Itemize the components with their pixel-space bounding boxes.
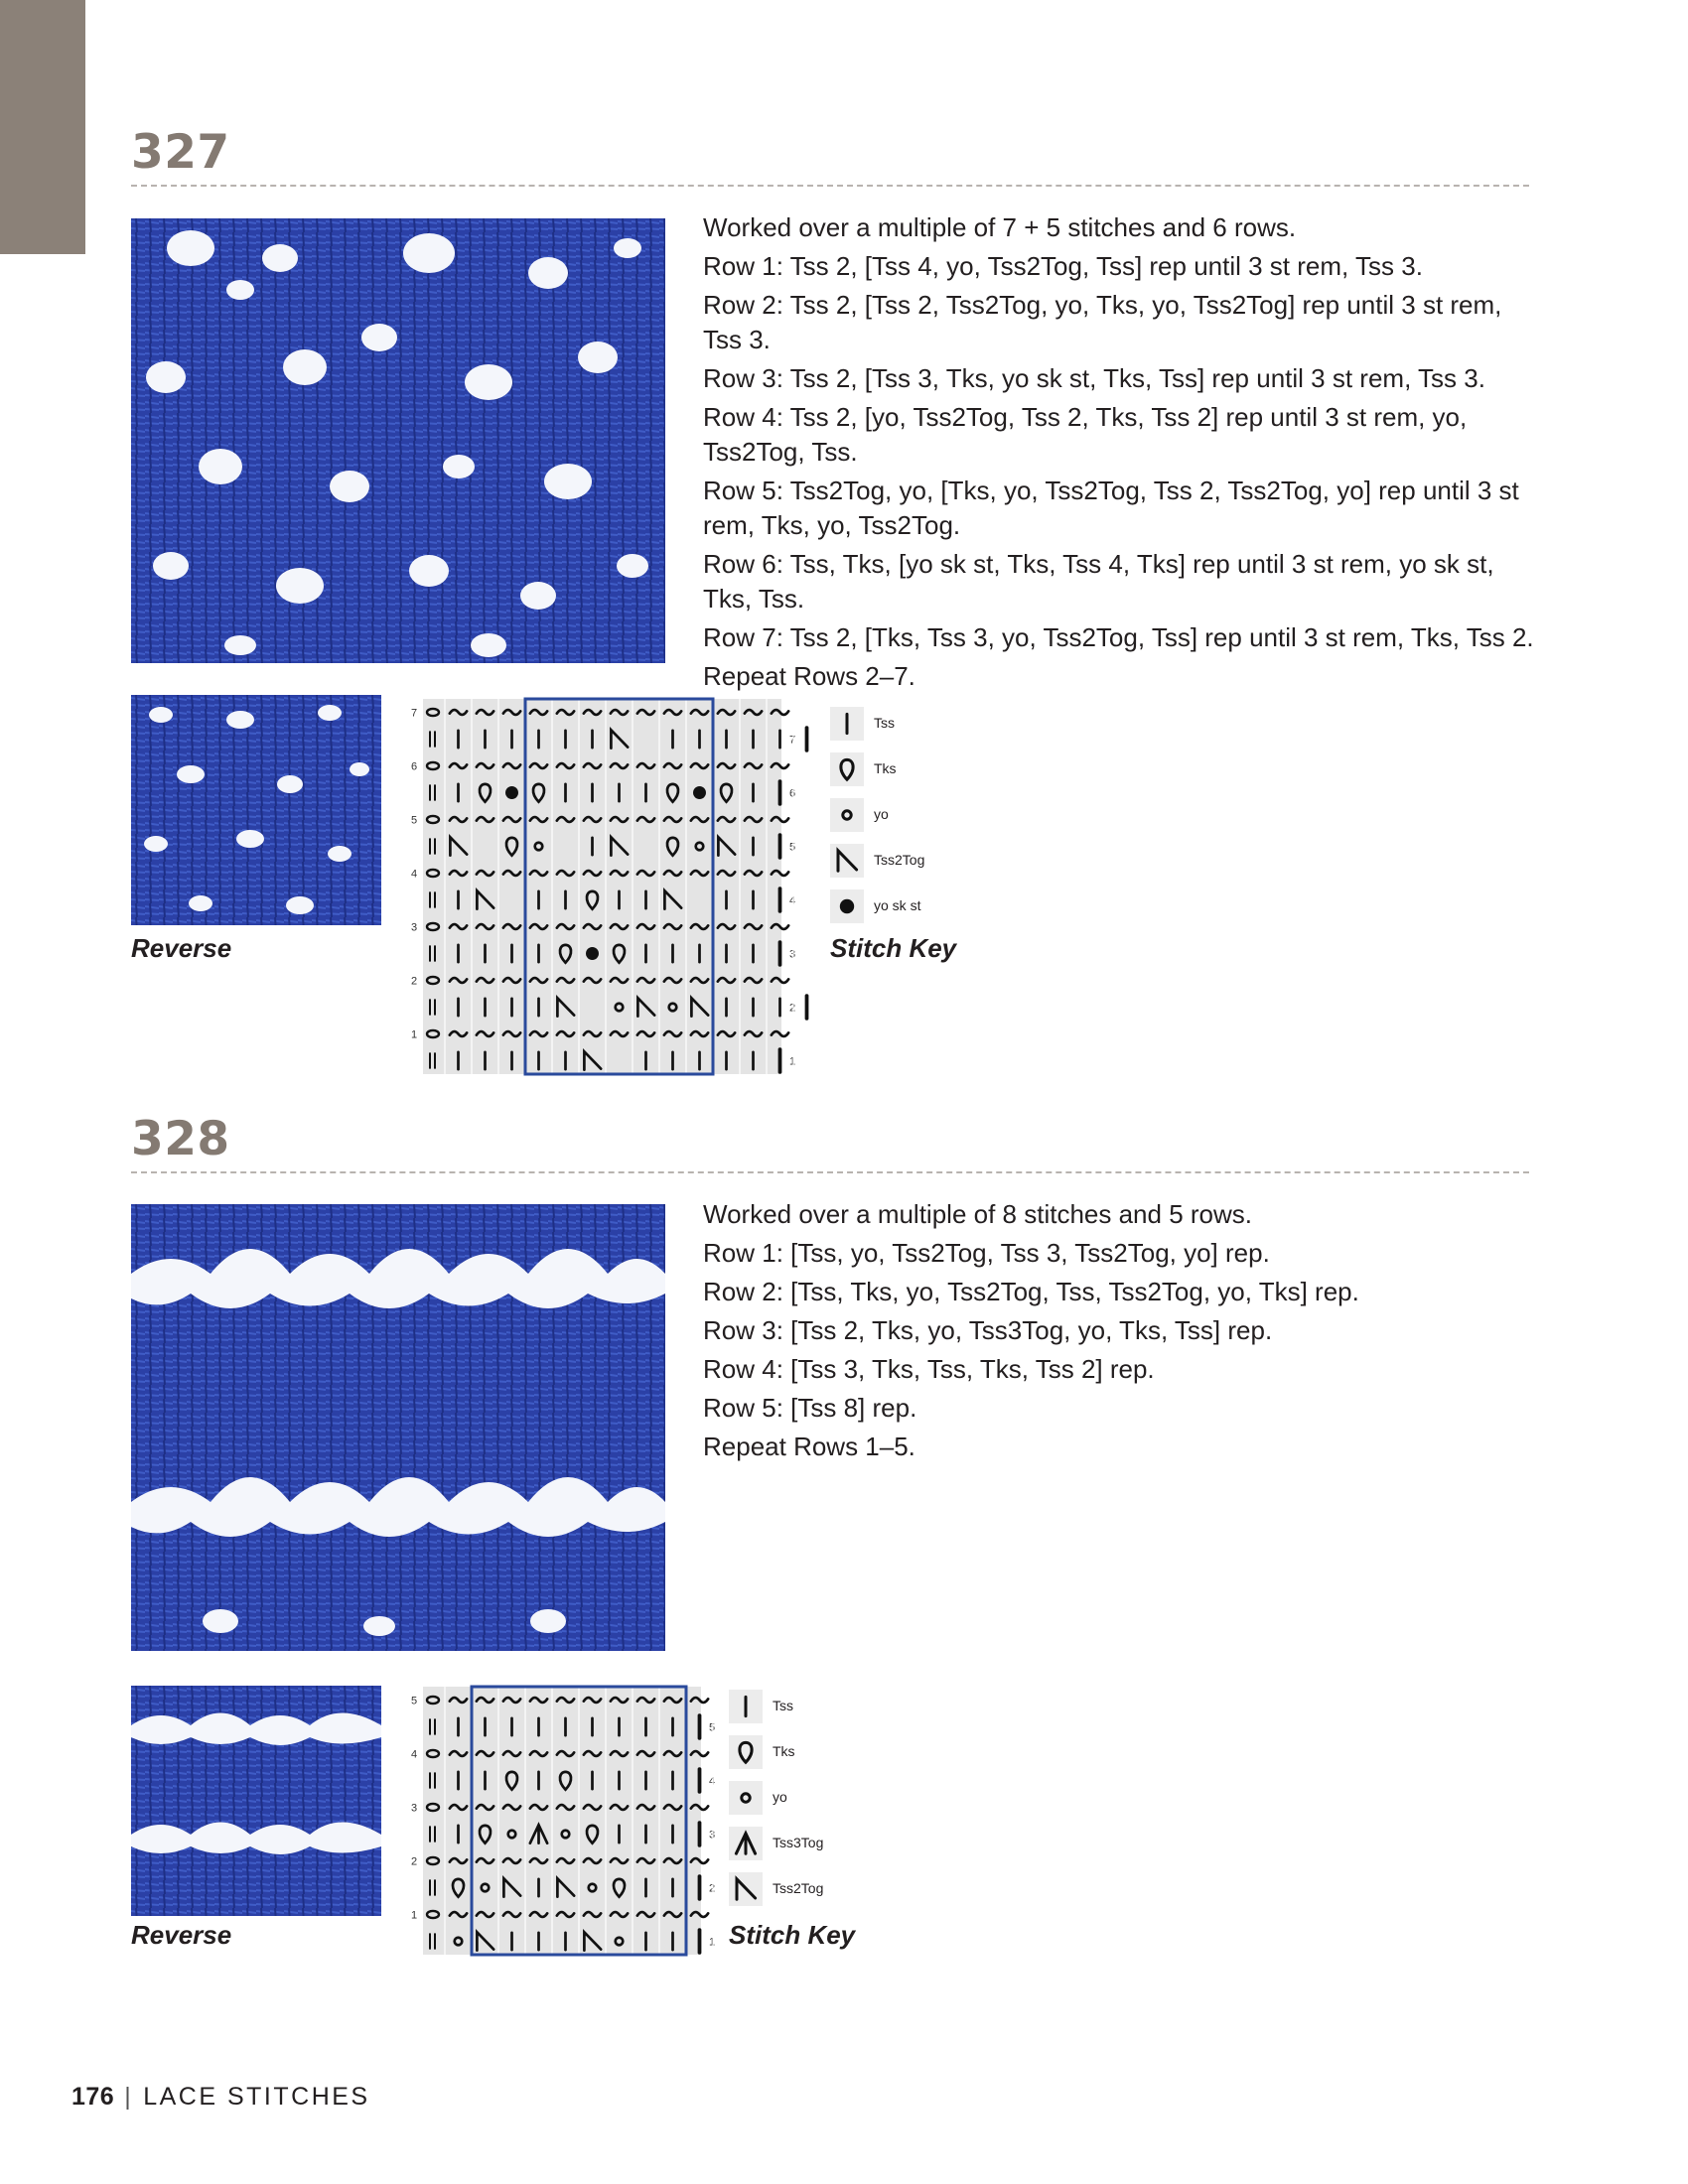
- tks-icon: [729, 1735, 763, 1769]
- swatch-photo-327: [131, 218, 665, 663]
- reverse-photo-327: [131, 695, 381, 925]
- lace-swatch-image: [131, 1204, 665, 1651]
- pattern-number-328: 328: [131, 1112, 230, 1166]
- instruction-line: Row 3: Tss 2, [Tss 3, Tks, yo sk st, Tks, Tss] rep until 3 st rem, Tss 3.: [703, 363, 1485, 393]
- instruction-line: Row 1: [Tss, yo, Tss2Tog, Tss 3, Tss2Tog, yo] rep.: [703, 1238, 1270, 1268]
- reverse-caption: Reverse: [131, 933, 232, 963]
- chart-row-label: 3: [411, 1802, 418, 1815]
- footer-divider: |: [124, 2083, 134, 2111]
- reverse-swatch-image: [131, 1686, 381, 1916]
- stitch-key-label: yo sk st: [874, 897, 921, 913]
- yo-sk-st-icon: [586, 947, 599, 960]
- section-divider: [131, 185, 1529, 187]
- chart-row-label: 5: [789, 841, 796, 854]
- chart-row-label: 7: [789, 734, 796, 747]
- instruction-line: Repeat Rows 1–5.: [703, 1432, 915, 1461]
- instructions-327: [703, 210, 1537, 698]
- chart-row-label: 6: [411, 760, 418, 773]
- swatch-photo-328: [131, 1204, 665, 1651]
- instruction-line: Row 2: [Tss, Tks, yo, Tss2Tog, Tss, Tss2Tog, yo, Tks] rep.: [703, 1277, 1359, 1306]
- tss-icon: [729, 1690, 763, 1723]
- chart-row-label: 3: [789, 948, 796, 961]
- chart-row-label: 1: [411, 1028, 418, 1041]
- yo-sk-st-icon: [830, 889, 864, 923]
- instruction-line: Row 3: [Tss 2, Tks, yo, Tss3Tog, yo, Tks, Tss] rep.: [703, 1315, 1273, 1345]
- tss2tog-icon: [729, 1872, 763, 1906]
- stitch-key-label: yo: [773, 1789, 787, 1805]
- page-number: 176: [71, 2083, 115, 2111]
- stitch-key-label: Tss: [874, 715, 895, 731]
- lace-swatch-image: [131, 218, 665, 663]
- stitch-key-328: [729, 1690, 1027, 1948]
- chart-background: [423, 699, 781, 1074]
- instructions-328: [703, 1197, 1537, 1468]
- instruction-line: Row 7: Tss 2, [Tks, Tss 3, yo, Tss2Tog, Tss] rep until 3 st rem, Tks, Tss 2.: [703, 622, 1534, 652]
- yo-sk-st-icon: [693, 786, 706, 799]
- reverse-caption: Reverse: [131, 1920, 232, 1950]
- chart-row-label: 7: [411, 707, 418, 720]
- chart-row-label: 4: [411, 868, 418, 881]
- chapter-tab: [0, 0, 85, 254]
- instruction-line: Row 1: Tss 2, [Tss 4, yo, Tss2Tog, Tss] rep until 3 st rem, Tss 3.: [703, 251, 1423, 281]
- instruction-line: Worked over a multiple of 7 + 5 stitches and 6 rows.: [703, 212, 1297, 242]
- section-divider: [131, 1171, 1529, 1173]
- chart-row-label: 4: [789, 894, 796, 907]
- instruction-line: Row 5: [Tss 8] rep.: [703, 1393, 917, 1423]
- yo-sk-st-icon: [505, 786, 518, 799]
- stitch-key-label: yo: [874, 806, 889, 822]
- instruction-line: Repeat Rows 2–7.: [703, 661, 915, 691]
- instruction-line: Row 6: Tss, Tks, [yo sk st, Tks, Tss 4, Tks] rep until 3 st rem, yo sk st, Tks, Tss.: [703, 549, 1494, 614]
- page-footer: [71, 2083, 370, 2112]
- reverse-photo-328: [131, 1686, 381, 1916]
- stitch-key-label: Tss2Tog: [773, 1880, 824, 1896]
- chart-row-label: 2: [789, 1002, 796, 1015]
- stitch-key-title: Stitch Key: [830, 933, 957, 963]
- instruction-line: Row 5: Tss2Tog, yo, [Tks, yo, Tss2Tog, Tss 2, Tss2Tog, yo] rep until 3 st rem, Tks, yo, Tss2Tog.: [703, 476, 1519, 540]
- chart-row-label: 5: [411, 1695, 418, 1707]
- stitch-key-title: Stitch Key: [729, 1920, 856, 1950]
- stitch-key-327: [830, 707, 1128, 965]
- tss3tog-icon: [729, 1827, 763, 1860]
- stitch-chart-327: [409, 695, 806, 1068]
- chart-row-label: 1: [411, 1909, 418, 1922]
- stitch-key-label: Tss2Tog: [874, 852, 925, 868]
- stitch-chart-328: [409, 1683, 717, 1949]
- tss-icon: [830, 707, 864, 741]
- section-name: LACE STITCHES: [143, 2083, 370, 2111]
- chart-row-label: 1: [709, 1936, 716, 1949]
- stitch-key-label: Tss: [773, 1698, 793, 1713]
- chart-row-label: 2: [411, 975, 418, 988]
- yo-icon: [830, 798, 864, 832]
- stitch-key-label: Tks: [773, 1743, 795, 1759]
- chart-row-label: 2: [411, 1855, 418, 1868]
- chart-row-label: 3: [411, 921, 418, 934]
- chart-row-label: 5: [411, 814, 418, 827]
- chart-row-label: 2: [709, 1882, 716, 1895]
- chart-row-label: 6: [789, 787, 796, 800]
- instruction-line: Row 4: Tss 2, [yo, Tss2Tog, Tss 2, Tks, Tss 2] rep until 3 st rem, yo, Tss2Tog, Tss.: [703, 402, 1468, 467]
- instruction-line: Row 4: [Tss 3, Tks, Tss, Tks, Tss 2] rep.: [703, 1354, 1155, 1384]
- stitch-key-label: Tks: [874, 760, 897, 776]
- stitch-key-label: Tss3Tog: [773, 1835, 824, 1850]
- instruction-line: Worked over a multiple of 8 stitches and 5 rows.: [703, 1199, 1252, 1229]
- yo-icon: [729, 1781, 763, 1815]
- chart-row-label: 4: [709, 1775, 716, 1788]
- chart-row-label: 3: [709, 1829, 716, 1842]
- chart-row-label: 5: [709, 1721, 716, 1734]
- pattern-number-327: 327: [131, 125, 230, 180]
- chart-row-label: 4: [411, 1748, 418, 1761]
- chart-row-label: 1: [789, 1055, 796, 1068]
- instruction-line: Row 2: Tss 2, [Tss 2, Tss2Tog, yo, Tks, yo, Tss2Tog] rep until 3 st rem, Tss 3.: [703, 290, 1502, 354]
- reverse-swatch-image: [131, 695, 381, 925]
- tks-icon: [830, 752, 864, 786]
- tss2tog-icon: [830, 844, 864, 878]
